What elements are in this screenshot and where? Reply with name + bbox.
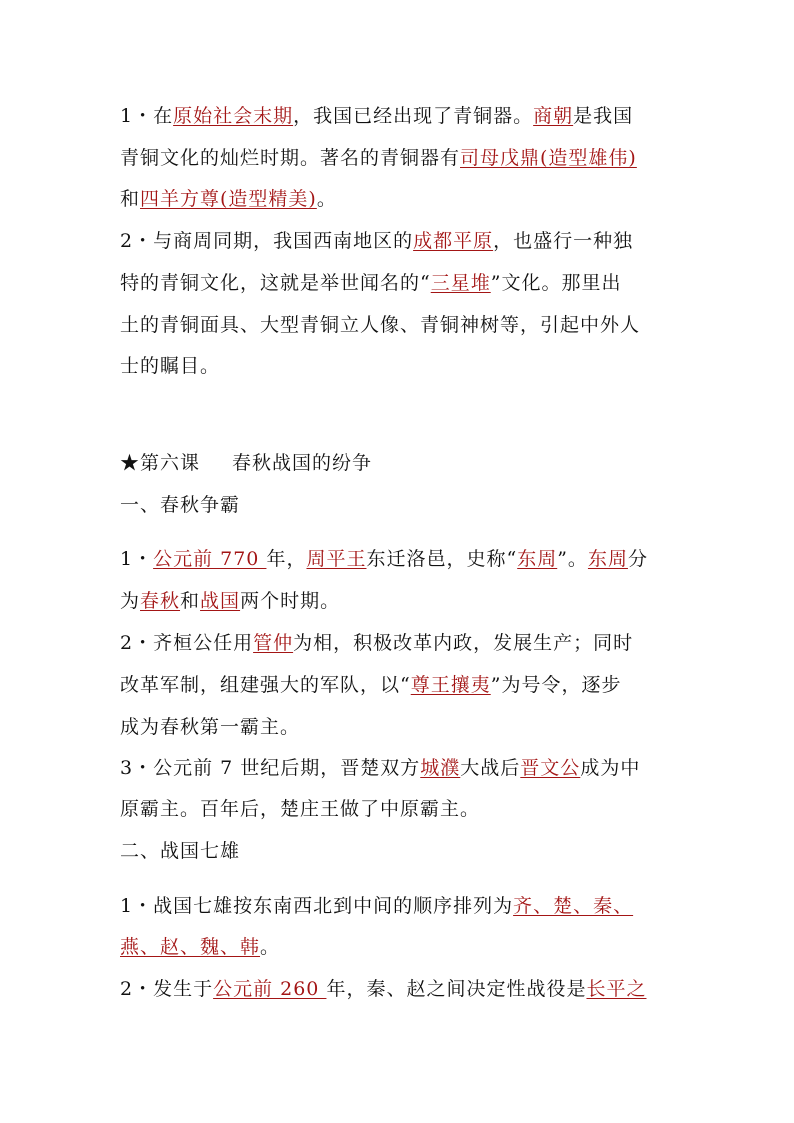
highlight-term: 公元前 260 [213, 978, 327, 1000]
text-line [120, 271, 621, 295]
text-run: 1・在 [120, 105, 174, 127]
text-run: 2・齐桓公任用 [120, 632, 254, 654]
text-line [120, 977, 646, 1001]
highlight-term: 四羊方尊(造型精美) [140, 188, 317, 210]
text-run: ”。 [557, 548, 588, 570]
text-run: 特的青铜文化，这就是举世闻名的“ [120, 272, 431, 294]
text-run: 。 [316, 188, 337, 210]
text-line [120, 631, 633, 655]
section-title: 二、战国七雄 [120, 840, 241, 862]
text-run: 和 [180, 590, 201, 612]
section-title: 一、春秋争霸 [120, 494, 241, 516]
highlight-term: 商朝 [533, 105, 574, 127]
text-run: 2・与商周同期，我国西南地区的 [120, 230, 414, 252]
text-line [120, 715, 300, 739]
text-run: 。 [260, 936, 281, 958]
highlight-term: 东周 [587, 548, 628, 570]
text-run: 1・战国七雄按东南西北到中间的顺序排列为 [120, 895, 514, 917]
text-line [120, 589, 340, 613]
text-line [120, 756, 640, 780]
highlight-term: 三星堆 [430, 272, 491, 294]
text-run: 是我国 [573, 105, 634, 127]
text-run: ，我国已经出现了青铜器。 [293, 105, 534, 127]
text-line [120, 104, 633, 128]
highlight-term: 尊王攘夷 [410, 674, 491, 696]
text-run: 年， [266, 548, 307, 570]
text-line [120, 146, 637, 170]
highlight-term: 齐、楚、秦、 [513, 895, 634, 917]
highlight-term: 春秋 [140, 590, 181, 612]
text-run: 为相，积极改革内政，发展生产；同时 [293, 632, 634, 654]
text-line [120, 547, 648, 571]
text-run: 土的青铜面具、大型青铜立人像、青铜神树等，引起中外人 [120, 314, 641, 336]
lesson-heading [120, 451, 372, 475]
text-line [120, 935, 280, 959]
text-line [120, 894, 633, 918]
text-run: 成为中 [580, 757, 641, 779]
text-run: 改革军制，组建强大的军队，以“ [120, 674, 411, 696]
text-line [120, 187, 337, 211]
text-run: 原霸主。百年后，楚庄王做了中原霸主。 [120, 798, 481, 820]
lesson-title: 春秋战国的纷争 [232, 452, 373, 474]
highlight-term: 周平王 [306, 548, 367, 570]
text-run: 为 [120, 590, 141, 612]
text-run: ”为号令，逐步 [490, 674, 622, 696]
lesson-number: ★第六课 [120, 452, 201, 474]
highlight-term: 公元前 770 [153, 548, 267, 570]
text-run: 和 [120, 188, 141, 210]
highlight-term: 管仲 [253, 632, 294, 654]
section-heading [120, 839, 240, 863]
highlight-term: 长平之 [586, 978, 647, 1000]
section-heading [120, 493, 240, 517]
text-run: 青铜文化的灿烂时期。著名的青铜器有 [120, 147, 461, 169]
highlight-term: 东周 [517, 548, 558, 570]
highlight-term: 战国 [200, 590, 241, 612]
highlight-term: 城濮 [420, 757, 461, 779]
text-run: 士的瞩目。 [120, 355, 221, 377]
text-run: 年，秦、赵之间决定性战役是 [326, 978, 587, 1000]
text-line [120, 313, 640, 337]
text-run: 大战后 [460, 757, 521, 779]
highlight-term: 燕、赵、魏、韩 [120, 936, 261, 958]
text-line [120, 229, 633, 253]
text-run: 分 [627, 548, 648, 570]
highlight-term: 晋文公 [520, 757, 581, 779]
text-line [120, 797, 480, 821]
text-run: 东迁洛邑，史称“ [366, 548, 518, 570]
highlight-term: 原始社会末期 [173, 105, 294, 127]
highlight-term: 司母戊鼎(造型雄伟) [460, 147, 637, 169]
highlight-term: 成都平原 [413, 230, 494, 252]
text-run: ”文化。那里出 [490, 272, 622, 294]
text-run: 2・发生于 [120, 978, 214, 1000]
text-line [120, 354, 220, 378]
text-line [120, 673, 621, 697]
text-run: 两个时期。 [240, 590, 341, 612]
text-run: ，也盛行一种独 [493, 230, 634, 252]
text-run: 3・公元前 7 世纪后期，晋楚双方 [120, 757, 421, 779]
text-run: 成为春秋第一霸主。 [120, 716, 301, 738]
text-run: 1・ [120, 548, 154, 570]
